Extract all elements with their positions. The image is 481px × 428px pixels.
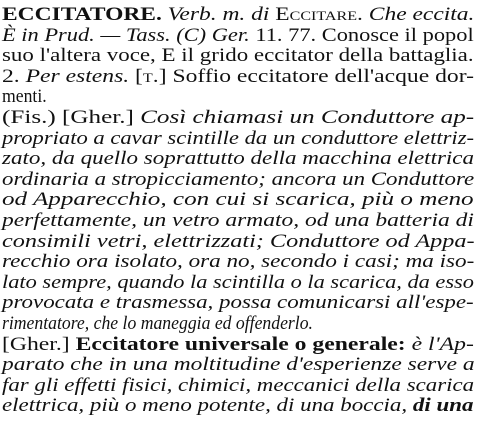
text-run: t.: [142, 65, 159, 87]
text-run: rimentatore, che lo maneggia ed offenderlo.: [2, 313, 313, 334]
text-run: parato che in una moltitudine d'esperienze serve a: [2, 354, 475, 376]
text-run: Che eccita.: [362, 4, 475, 25]
entry-line: [2, 394, 473, 417]
text-run: od Apparecchio, con cui si scarica, più o meno: [2, 189, 474, 211]
entry-line: [2, 147, 474, 170]
text-run: ordinaria a stropicciamento; ancora un Conduttore: [2, 168, 475, 190]
entry-line: [2, 65, 474, 88]
entry-line: [2, 353, 475, 376]
entry-line: [2, 3, 474, 26]
text-run: 2.: [2, 65, 26, 87]
text-run: Verb. m. di: [161, 4, 276, 25]
entry-line: [2, 85, 47, 108]
text-run: è l'Ap-: [405, 333, 474, 355]
text-run: suo l'altera voce, E il grido eccitator della battaglia.: [2, 45, 474, 67]
text-run: provocata e trasmessa, possa comunicarsi all'espe-: [2, 292, 474, 314]
entry-line: [2, 106, 474, 129]
entry-line: [2, 271, 474, 294]
text-run: [Gher.]: [2, 333, 76, 355]
text-run: zato, da quello soprattutto della macchina elettrica: [2, 148, 474, 170]
text-run: È in Prud. — Tass. (C) Ger.: [2, 24, 250, 46]
text-run: di una: [412, 395, 474, 417]
entry-line: [2, 188, 474, 211]
entry-line: [2, 291, 474, 314]
text-run: propriato a cavar scintille da un conduttore elettriz-: [2, 127, 475, 149]
entry-line: [2, 24, 474, 47]
text-run: menti.: [2, 86, 47, 108]
text-run: Eccitatore universale o generale:: [75, 333, 406, 355]
text-run: elettrica, più o meno potente, di una boccia,: [2, 395, 413, 417]
entry-line: [2, 127, 474, 150]
text-run: 11. 77. Conosce il popol: [249, 24, 474, 46]
text-run: Per estens.: [25, 65, 130, 87]
text-run: Eccitare.: [275, 4, 363, 25]
entry-line: [2, 168, 474, 191]
text-run: ECCITATORE.: [2, 4, 162, 25]
text-run: consimili vetri, elettrizzati; Conduttore od Appa-: [2, 230, 475, 252]
text-run: Così chiamasi un Conduttore ap-: [140, 107, 475, 128]
entry-line: [2, 44, 474, 67]
text-run: ] Soffio eccitatore dell'acque dor-: [158, 65, 474, 87]
entry-line: [2, 333, 474, 356]
entry-line: [2, 230, 475, 253]
entry-line: [2, 250, 474, 273]
text-run: (Fis.) [Gher.]: [2, 107, 141, 128]
entry-line: [2, 312, 313, 335]
text-run: [: [129, 65, 143, 87]
text-run: far gli effetti fisici, chimici, meccanici della scarica: [2, 374, 475, 396]
text-run: lato sempre, quando la scintilla o la scarica, da esso: [2, 271, 474, 293]
text-run: perfettamente, un vetro armato, od una batteria di: [2, 210, 474, 231]
entry-line: [2, 374, 474, 397]
text-run: recchio ora isolato, ora no, secondo i casi; ma iso-: [2, 251, 475, 273]
entry-line: [2, 209, 474, 232]
